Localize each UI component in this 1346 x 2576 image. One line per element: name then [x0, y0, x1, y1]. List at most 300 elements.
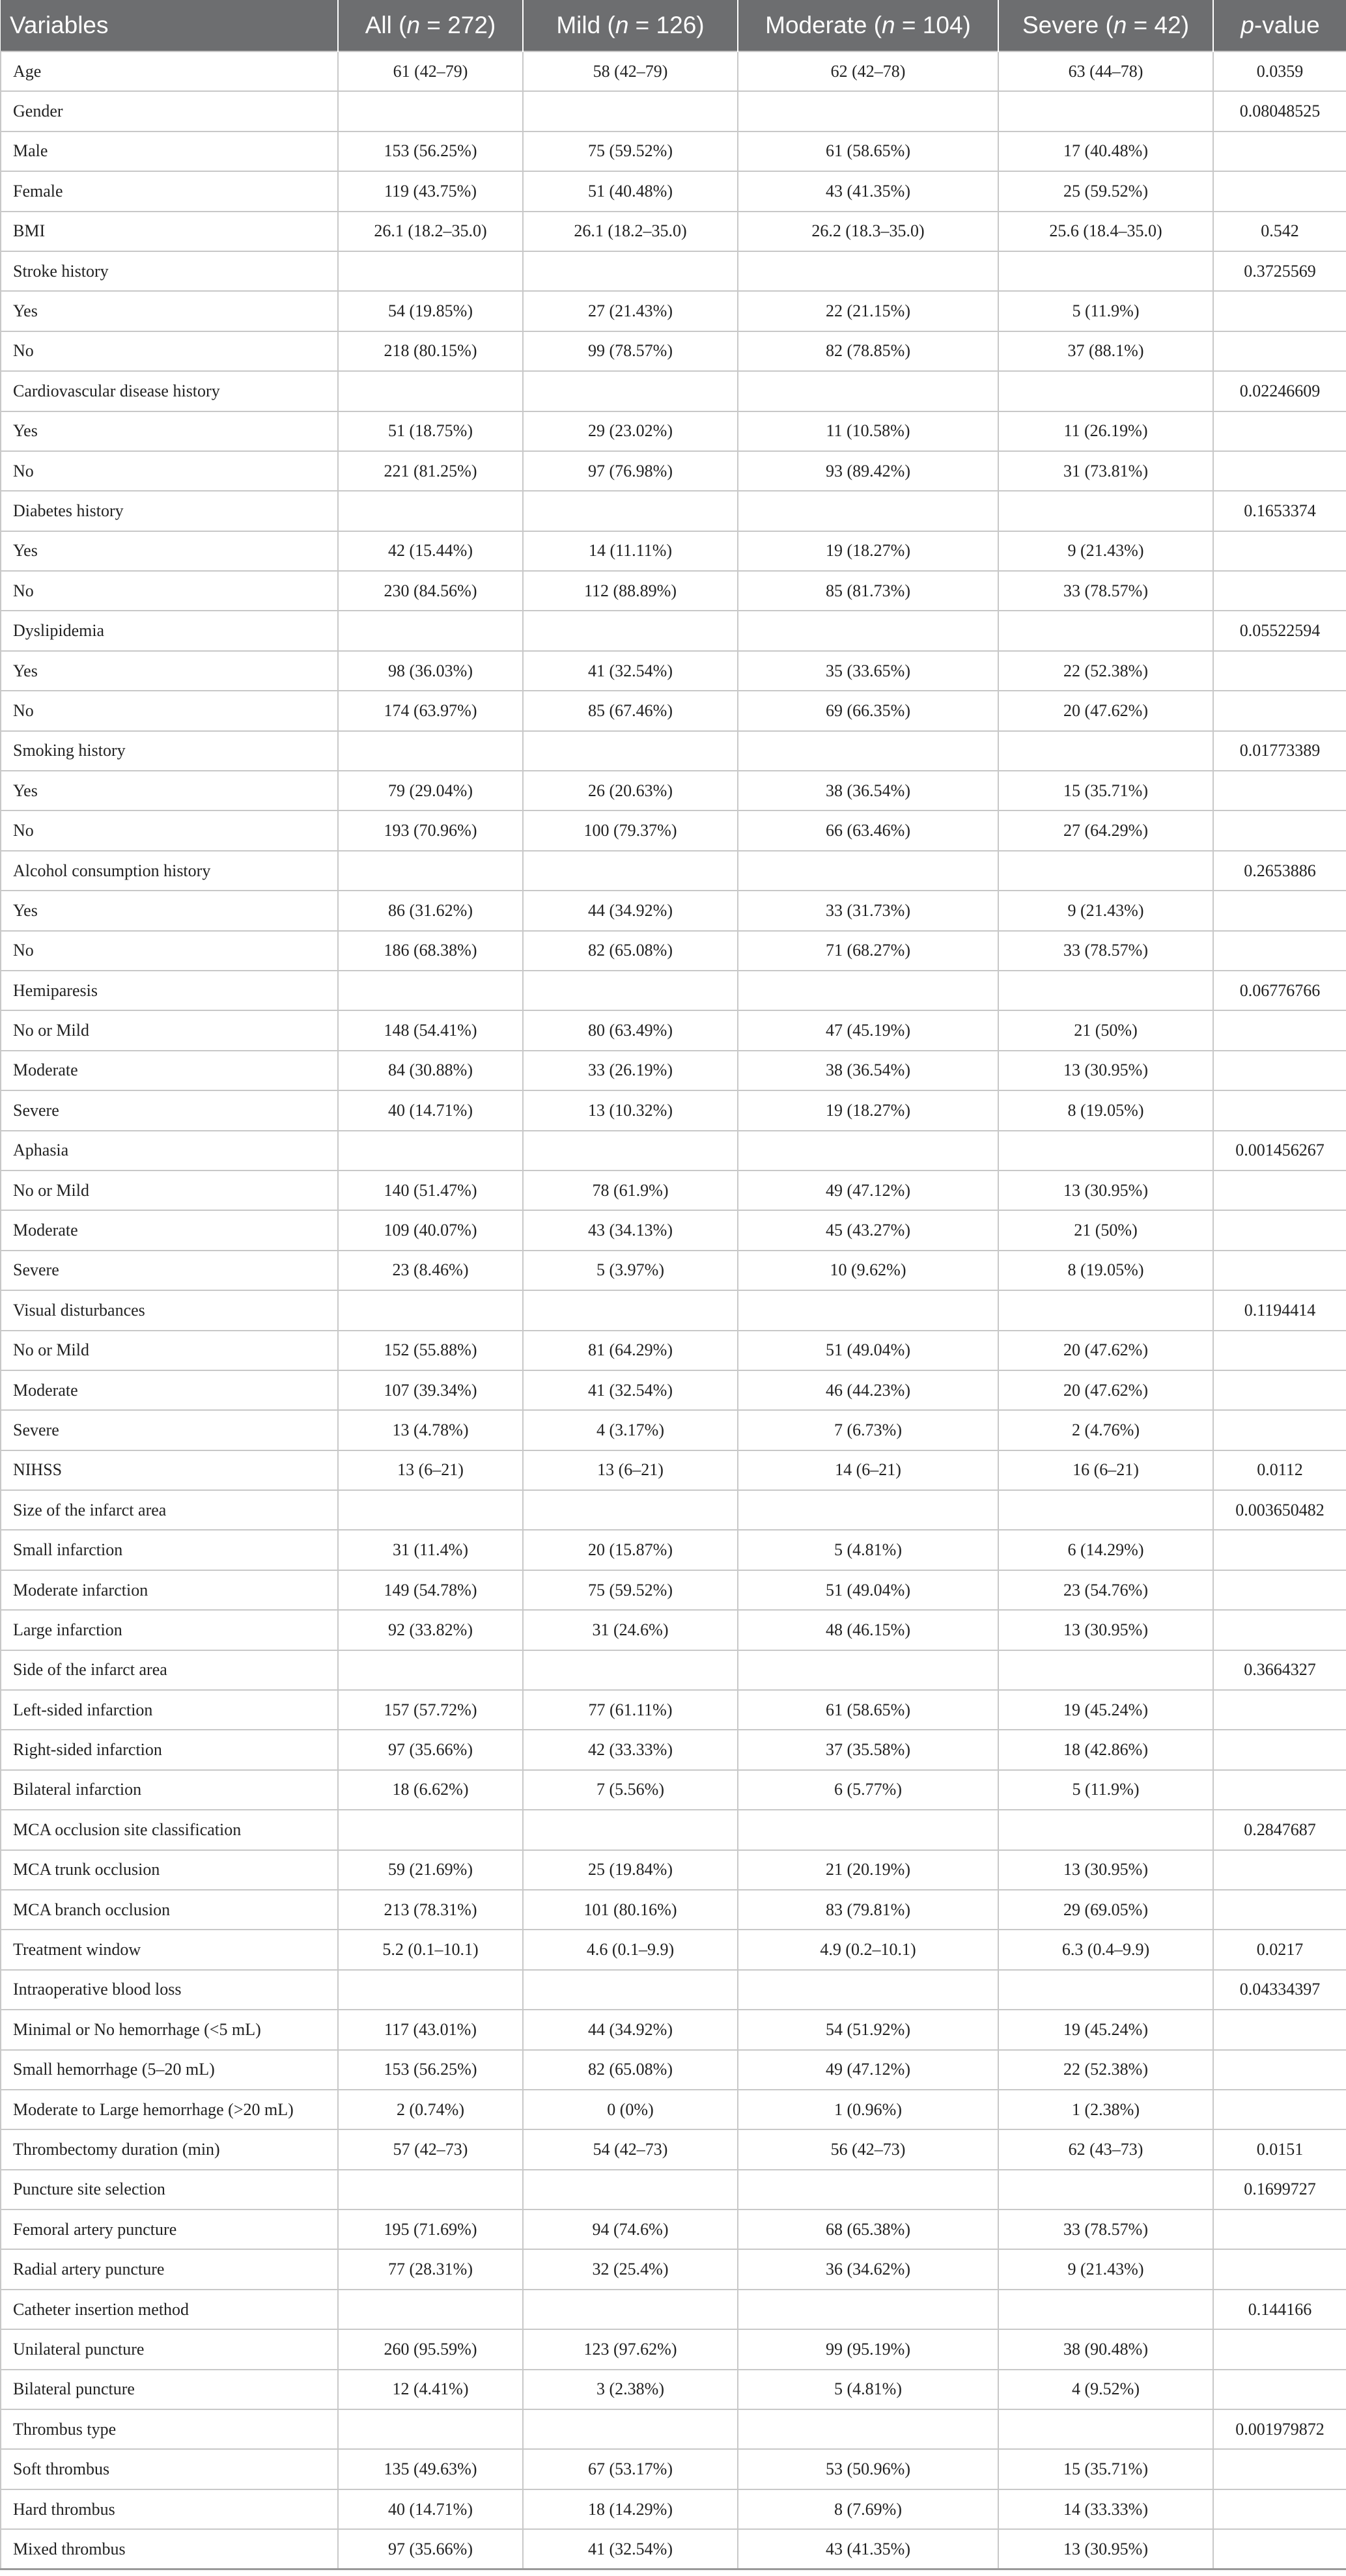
- severe-cell: 25.6 (18.4–35.0): [998, 212, 1213, 251]
- p-value-cell: 0.0112: [1213, 1450, 1346, 1490]
- moderate-cell: 8 (7.69%): [738, 2489, 998, 2529]
- all-cell: 13 (4.78%): [338, 1410, 523, 1450]
- table-row: [1, 212, 1346, 251]
- mild-cell: 20 (15.87%): [523, 1530, 738, 1570]
- moderate-cell: [738, 2170, 998, 2209]
- severe-cell: [998, 1490, 1213, 1530]
- severe-cell: 23 (54.76%): [998, 1570, 1213, 1610]
- p-value-cell: [1213, 2529, 1346, 2569]
- p-value-cell: 0.3725569: [1213, 251, 1346, 291]
- all-cell: 152 (55.88%): [338, 1331, 523, 1370]
- p-value-cell: 0.01773389: [1213, 731, 1346, 771]
- table-row: [1, 1131, 1346, 1170]
- table-row: [1, 851, 1346, 891]
- severe-cell: [998, 371, 1213, 411]
- table-row: [1, 1210, 1346, 1250]
- p-value-cell: [1213, 1331, 1346, 1370]
- mild-cell: [523, 371, 738, 411]
- mild-cell: 67 (53.17%): [523, 2449, 738, 2489]
- mild-cell: [523, 491, 738, 531]
- moderate-cell: 54 (51.92%): [738, 2010, 998, 2049]
- p-value-cell: [1213, 1251, 1346, 1290]
- moderate-cell: 85 (81.73%): [738, 571, 998, 611]
- moderate-cell: 14 (6–21): [738, 1450, 998, 1490]
- all-cell: 26.1 (18.2–35.0): [338, 212, 523, 251]
- all-cell: 5.2 (0.1–10.1): [338, 1930, 523, 1969]
- mild-cell: [523, 251, 738, 291]
- mild-cell: 100 (79.37%): [523, 810, 738, 850]
- table-row: [1, 1770, 1346, 1810]
- severe-cell: [998, 1131, 1213, 1170]
- mild-cell: 77 (61.11%): [523, 1690, 738, 1730]
- all-cell: 221 (81.25%): [338, 451, 523, 491]
- variable-cell: No or Mild: [1, 1010, 338, 1050]
- p-value-cell: 0.144166: [1213, 2290, 1346, 2329]
- variable-cell: No or Mild: [1, 1331, 338, 1370]
- variable-cell: Severe: [1, 1410, 338, 1450]
- all-cell: 174 (63.97%): [338, 691, 523, 730]
- severe-cell: [998, 251, 1213, 291]
- all-cell: [338, 2170, 523, 2209]
- mild-cell: 26.1 (18.2–35.0): [523, 212, 738, 251]
- mild-cell: 4 (3.17%): [523, 1410, 738, 1450]
- all-cell: 135 (49.63%): [338, 2449, 523, 2489]
- table-row: [1, 91, 1346, 131]
- mild-cell: 33 (26.19%): [523, 1051, 738, 1090]
- moderate-cell: 47 (45.19%): [738, 1010, 998, 1050]
- table-row: [1, 2329, 1346, 2369]
- all-cell: 260 (95.59%): [338, 2329, 523, 2369]
- mild-cell: [523, 731, 738, 771]
- all-cell: 218 (80.15%): [338, 331, 523, 371]
- table-row: [1, 1410, 1346, 1450]
- table-row: [1, 1490, 1346, 1530]
- severe-cell: 18 (42.86%): [998, 1730, 1213, 1769]
- all-cell: 42 (15.44%): [338, 531, 523, 571]
- moderate-cell: 69 (66.35%): [738, 691, 998, 730]
- p-value-cell: 0.0359: [1213, 51, 1346, 91]
- all-cell: 107 (39.34%): [338, 1370, 523, 1410]
- moderate-cell: [738, 2409, 998, 2449]
- variable-cell: Yes: [1, 291, 338, 331]
- p-value-cell: [1213, 1170, 1346, 1210]
- variable-cell: Dyslipidemia: [1, 611, 338, 650]
- all-cell: 57 (42–73): [338, 2129, 523, 2169]
- moderate-cell: 56 (42–73): [738, 2129, 998, 2169]
- mild-cell: 41 (32.54%): [523, 2529, 738, 2569]
- all-cell: 140 (51.47%): [338, 1170, 523, 1210]
- mild-cell: 0 (0%): [523, 2090, 738, 2129]
- table-row: [1, 971, 1346, 1010]
- mild-cell: [523, 2290, 738, 2329]
- mild-cell: 58 (42–79): [523, 51, 738, 91]
- moderate-cell: [738, 371, 998, 411]
- variable-cell: Severe: [1, 1251, 338, 1290]
- p-value-cell: [1213, 2050, 1346, 2090]
- mild-cell: [523, 1290, 738, 1330]
- mild-cell: [523, 851, 738, 891]
- all-cell: 97 (35.66%): [338, 1730, 523, 1769]
- table-row: [1, 2249, 1346, 2289]
- mild-cell: 42 (33.33%): [523, 1730, 738, 1769]
- severe-cell: [998, 2170, 1213, 2209]
- p-value-cell: [1213, 1370, 1346, 1410]
- p-value-cell: [1213, 1890, 1346, 1930]
- mild-cell: 44 (34.92%): [523, 2010, 738, 2049]
- table-row: [1, 931, 1346, 971]
- header-all: All (n = 272): [338, 0, 523, 51]
- mild-cell: 123 (97.62%): [523, 2329, 738, 2369]
- p-value-cell: [1213, 651, 1346, 691]
- all-cell: 18 (6.62%): [338, 1770, 523, 1810]
- moderate-cell: 46 (44.23%): [738, 1370, 998, 1410]
- mild-cell: 18 (14.29%): [523, 2489, 738, 2529]
- all-cell: [338, 971, 523, 1010]
- severe-cell: 9 (21.43%): [998, 531, 1213, 571]
- all-cell: 153 (56.25%): [338, 132, 523, 171]
- severe-cell: 6.3 (0.4–9.9): [998, 1930, 1213, 1969]
- table-row: [1, 2449, 1346, 2489]
- variable-cell: No: [1, 931, 338, 971]
- mild-cell: 32 (25.4%): [523, 2249, 738, 2289]
- all-cell: 195 (71.69%): [338, 2209, 523, 2249]
- table-body: [1, 51, 1346, 2569]
- variable-cell: MCA trunk occlusion: [1, 1850, 338, 1890]
- variable-cell: Radial artery puncture: [1, 2249, 338, 2289]
- mild-cell: [523, 2409, 738, 2449]
- table-row: [1, 491, 1346, 531]
- table-row: [1, 2489, 1346, 2529]
- p-value-cell: 0.05522594: [1213, 611, 1346, 650]
- p-value-cell: [1213, 171, 1346, 211]
- mild-cell: [523, 971, 738, 1010]
- mild-cell: 99 (78.57%): [523, 331, 738, 371]
- all-cell: 98 (36.03%): [338, 651, 523, 691]
- moderate-cell: 71 (68.27%): [738, 931, 998, 971]
- p-value-cell: [1213, 411, 1346, 451]
- all-cell: 117 (43.01%): [338, 2010, 523, 2049]
- mild-cell: 82 (65.08%): [523, 931, 738, 971]
- variable-cell: Moderate: [1, 1051, 338, 1090]
- all-cell: 54 (19.85%): [338, 291, 523, 331]
- table-row: [1, 331, 1346, 371]
- severe-cell: 29 (69.05%): [998, 1890, 1213, 1930]
- table-row: [1, 611, 1346, 650]
- severe-cell: 14 (33.33%): [998, 2489, 1213, 2529]
- moderate-cell: [738, 1290, 998, 1330]
- mild-cell: 13 (6–21): [523, 1450, 738, 1490]
- moderate-cell: 38 (36.54%): [738, 1051, 998, 1090]
- all-cell: [338, 611, 523, 650]
- variable-cell: BMI: [1, 212, 338, 251]
- variable-cell: MCA occlusion site classification: [1, 1810, 338, 1849]
- p-value-cell: [1213, 2329, 1346, 2369]
- severe-cell: 13 (30.95%): [998, 1051, 1213, 1090]
- severe-cell: 13 (30.95%): [998, 1170, 1213, 1210]
- all-cell: [338, 91, 523, 131]
- moderate-cell: 99 (95.19%): [738, 2329, 998, 2369]
- moderate-cell: 11 (10.58%): [738, 411, 998, 451]
- p-value-cell: [1213, 1410, 1346, 1450]
- table-row: [1, 2290, 1346, 2329]
- variable-cell: Catheter insertion method: [1, 2290, 338, 2329]
- p-value-cell: 0.04334397: [1213, 1970, 1346, 2010]
- all-cell: 119 (43.75%): [338, 171, 523, 211]
- moderate-cell: 22 (21.15%): [738, 291, 998, 331]
- mild-cell: 31 (24.6%): [523, 1610, 738, 1650]
- all-cell: [338, 1650, 523, 1690]
- p-value-cell: 0.2847687: [1213, 1810, 1346, 1849]
- moderate-cell: [738, 2290, 998, 2329]
- severe-cell: 8 (19.05%): [998, 1090, 1213, 1130]
- variable-cell: NIHSS: [1, 1450, 338, 1490]
- severe-cell: 20 (47.62%): [998, 1331, 1213, 1370]
- table-row: [1, 132, 1346, 171]
- p-value-cell: 0.1699727: [1213, 2170, 1346, 2209]
- moderate-cell: 7 (6.73%): [738, 1410, 998, 1450]
- all-cell: 59 (21.69%): [338, 1850, 523, 1890]
- moderate-cell: 53 (50.96%): [738, 2449, 998, 2489]
- table-row: [1, 411, 1346, 451]
- variable-cell: Moderate to Large hemorrhage (>20 mL): [1, 2090, 338, 2129]
- variable-cell: Yes: [1, 771, 338, 810]
- variable-cell: Moderate: [1, 1210, 338, 1250]
- table-row: [1, 51, 1346, 91]
- p-value-cell: [1213, 771, 1346, 810]
- severe-cell: [998, 611, 1213, 650]
- severe-cell: 20 (47.62%): [998, 1370, 1213, 1410]
- table-row: [1, 2170, 1346, 2209]
- table-row: [1, 1450, 1346, 1490]
- severe-cell: 22 (52.38%): [998, 2050, 1213, 2090]
- moderate-cell: [738, 1810, 998, 1849]
- severe-cell: 9 (21.43%): [998, 2249, 1213, 2289]
- mild-cell: 3 (2.38%): [523, 2370, 738, 2409]
- table-row: [1, 2409, 1346, 2449]
- all-cell: [338, 731, 523, 771]
- moderate-cell: 43 (41.35%): [738, 2529, 998, 2569]
- mild-cell: 14 (11.11%): [523, 531, 738, 571]
- p-value-cell: [1213, 2090, 1346, 2129]
- moderate-cell: [738, 851, 998, 891]
- severe-cell: [998, 1290, 1213, 1330]
- moderate-cell: [738, 611, 998, 650]
- mild-cell: 78 (61.9%): [523, 1170, 738, 1210]
- moderate-cell: 33 (31.73%): [738, 891, 998, 930]
- variable-cell: Bilateral puncture: [1, 2370, 338, 2409]
- all-cell: 12 (4.41%): [338, 2370, 523, 2409]
- severe-cell: 13 (30.95%): [998, 2529, 1213, 2569]
- table-row: [1, 2050, 1346, 2090]
- moderate-cell: [738, 731, 998, 771]
- mild-cell: 13 (10.32%): [523, 1090, 738, 1130]
- p-value-cell: 0.0217: [1213, 1930, 1346, 1969]
- mild-cell: 27 (21.43%): [523, 291, 738, 331]
- severe-cell: 21 (50%): [998, 1210, 1213, 1250]
- mild-cell: 75 (59.52%): [523, 1570, 738, 1610]
- severe-cell: 9 (21.43%): [998, 891, 1213, 930]
- variable-cell: Left-sided infarction: [1, 1690, 338, 1730]
- p-value-cell: [1213, 132, 1346, 171]
- all-cell: 2 (0.74%): [338, 2090, 523, 2129]
- table-row: [1, 1810, 1346, 1849]
- table-row: [1, 2129, 1346, 2169]
- table-row: [1, 810, 1346, 850]
- all-cell: [338, 851, 523, 891]
- header-row: [1, 0, 1346, 51]
- variable-cell: Bilateral infarction: [1, 1770, 338, 1810]
- p-value-cell: 0.06776766: [1213, 971, 1346, 1010]
- p-value-cell: [1213, 451, 1346, 491]
- table-row: [1, 571, 1346, 611]
- all-cell: 149 (54.78%): [338, 1570, 523, 1610]
- moderate-cell: 37 (35.58%): [738, 1730, 998, 1769]
- all-cell: 13 (6–21): [338, 1450, 523, 1490]
- all-cell: [338, 1810, 523, 1849]
- severe-cell: 63 (44–78): [998, 51, 1213, 91]
- table-row: [1, 1530, 1346, 1570]
- variable-cell: Visual disturbances: [1, 1290, 338, 1330]
- all-cell: 23 (8.46%): [338, 1251, 523, 1290]
- table-row: [1, 1850, 1346, 1890]
- p-value-cell: 0.08048525: [1213, 91, 1346, 131]
- severe-cell: 11 (26.19%): [998, 411, 1213, 451]
- variable-cell: Right-sided infarction: [1, 1730, 338, 1769]
- moderate-cell: 83 (79.81%): [738, 1890, 998, 1930]
- mild-cell: 94 (74.6%): [523, 2209, 738, 2249]
- mild-cell: [523, 91, 738, 131]
- moderate-cell: 19 (18.27%): [738, 531, 998, 571]
- p-value-cell: 0.1194414: [1213, 1290, 1346, 1330]
- variable-cell: Smoking history: [1, 731, 338, 771]
- mild-cell: 80 (63.49%): [523, 1010, 738, 1050]
- p-value-cell: [1213, 891, 1346, 930]
- header-moderate: Moderate (n = 104): [738, 0, 998, 51]
- table-row: [1, 1570, 1346, 1610]
- severe-cell: [998, 2409, 1213, 2449]
- table-row: [1, 1010, 1346, 1050]
- variable-cell: Aphasia: [1, 1131, 338, 1170]
- moderate-cell: 49 (47.12%): [738, 2050, 998, 2090]
- mild-cell: 112 (88.89%): [523, 571, 738, 611]
- mild-cell: 29 (23.02%): [523, 411, 738, 451]
- severe-cell: 22 (52.38%): [998, 651, 1213, 691]
- mild-cell: 7 (5.56%): [523, 1770, 738, 1810]
- variable-cell: Side of the infarct area: [1, 1650, 338, 1690]
- p-value-cell: 0.1653374: [1213, 491, 1346, 531]
- all-cell: 153 (56.25%): [338, 2050, 523, 2090]
- moderate-cell: 4.9 (0.2–10.1): [738, 1930, 998, 1969]
- variable-cell: No: [1, 691, 338, 730]
- table-row: [1, 2529, 1346, 2569]
- variable-cell: Thrombus type: [1, 2409, 338, 2449]
- all-cell: [338, 251, 523, 291]
- variable-cell: Cardiovascular disease history: [1, 371, 338, 411]
- moderate-cell: [738, 1970, 998, 2010]
- variable-cell: Hemiparesis: [1, 971, 338, 1010]
- mild-cell: 101 (80.16%): [523, 1890, 738, 1930]
- moderate-cell: 36 (34.62%): [738, 2249, 998, 2289]
- variable-cell: Hard thrombus: [1, 2489, 338, 2529]
- p-value-cell: 0.0151: [1213, 2129, 1346, 2169]
- moderate-cell: [738, 1490, 998, 1530]
- table-row: [1, 731, 1346, 771]
- moderate-cell: 68 (65.38%): [738, 2209, 998, 2249]
- p-value-cell: [1213, 1730, 1346, 1769]
- moderate-cell: 6 (5.77%): [738, 1770, 998, 1810]
- mild-cell: [523, 1970, 738, 2010]
- mild-cell: 41 (32.54%): [523, 1370, 738, 1410]
- mild-cell: [523, 611, 738, 650]
- moderate-cell: 26.2 (18.3–35.0): [738, 212, 998, 251]
- all-cell: [338, 1490, 523, 1530]
- p-value-cell: [1213, 2489, 1346, 2529]
- variable-cell: No: [1, 810, 338, 850]
- variable-cell: Small infarction: [1, 1530, 338, 1570]
- header-severe: Severe (n = 42): [998, 0, 1213, 51]
- severe-cell: [998, 851, 1213, 891]
- mild-cell: 81 (64.29%): [523, 1331, 738, 1370]
- p-value-cell: [1213, 2249, 1346, 2289]
- header-p-value: p-value: [1241, 12, 1320, 38]
- table-row: [1, 1331, 1346, 1370]
- p-value-cell: [1213, 1530, 1346, 1570]
- table-header: [1, 0, 1346, 51]
- p-value-cell: 0.02246609: [1213, 371, 1346, 411]
- mild-cell: 97 (76.98%): [523, 451, 738, 491]
- severe-cell: [998, 731, 1213, 771]
- table-row: [1, 1650, 1346, 1690]
- all-cell: 86 (31.62%): [338, 891, 523, 930]
- p-value-cell: [1213, 1010, 1346, 1050]
- table-row: [1, 691, 1346, 730]
- severe-cell: 37 (88.1%): [998, 331, 1213, 371]
- p-value-cell: [1213, 331, 1346, 371]
- moderate-cell: 5 (4.81%): [738, 2370, 998, 2409]
- all-cell: 31 (11.4%): [338, 1530, 523, 1570]
- moderate-cell: 35 (33.65%): [738, 651, 998, 691]
- p-value-cell: 0.001979872: [1213, 2409, 1346, 2449]
- p-value-cell: [1213, 691, 1346, 730]
- table-row: [1, 251, 1346, 291]
- all-cell: [338, 371, 523, 411]
- variable-cell: Femoral artery puncture: [1, 2209, 338, 2249]
- table-row: [1, 1690, 1346, 1730]
- variable-cell: Thrombectomy duration (min): [1, 2129, 338, 2169]
- severe-cell: [998, 491, 1213, 531]
- variable-cell: No or Mild: [1, 1170, 338, 1210]
- all-cell: 51 (18.75%): [338, 411, 523, 451]
- table-row: [1, 1290, 1346, 1330]
- severe-cell: 15 (35.71%): [998, 771, 1213, 810]
- severe-cell: [998, 1810, 1213, 1849]
- mild-cell: 85 (67.46%): [523, 691, 738, 730]
- table-row: [1, 531, 1346, 571]
- severe-cell: 13 (30.95%): [998, 1850, 1213, 1890]
- moderate-cell: 49 (47.12%): [738, 1170, 998, 1210]
- all-cell: [338, 1970, 523, 2010]
- all-cell: 157 (57.72%): [338, 1690, 523, 1730]
- variable-cell: Mixed thrombus: [1, 2529, 338, 2569]
- all-cell: 97 (35.66%): [338, 2529, 523, 2569]
- all-cell: 186 (68.38%): [338, 931, 523, 971]
- p-value-cell: [1213, 291, 1346, 331]
- all-cell: 109 (40.07%): [338, 1210, 523, 1250]
- variable-cell: Size of the infarct area: [1, 1490, 338, 1530]
- moderate-cell: 5 (4.81%): [738, 1530, 998, 1570]
- variable-cell: Alcohol consumption history: [1, 851, 338, 891]
- severe-cell: 4 (9.52%): [998, 2370, 1213, 2409]
